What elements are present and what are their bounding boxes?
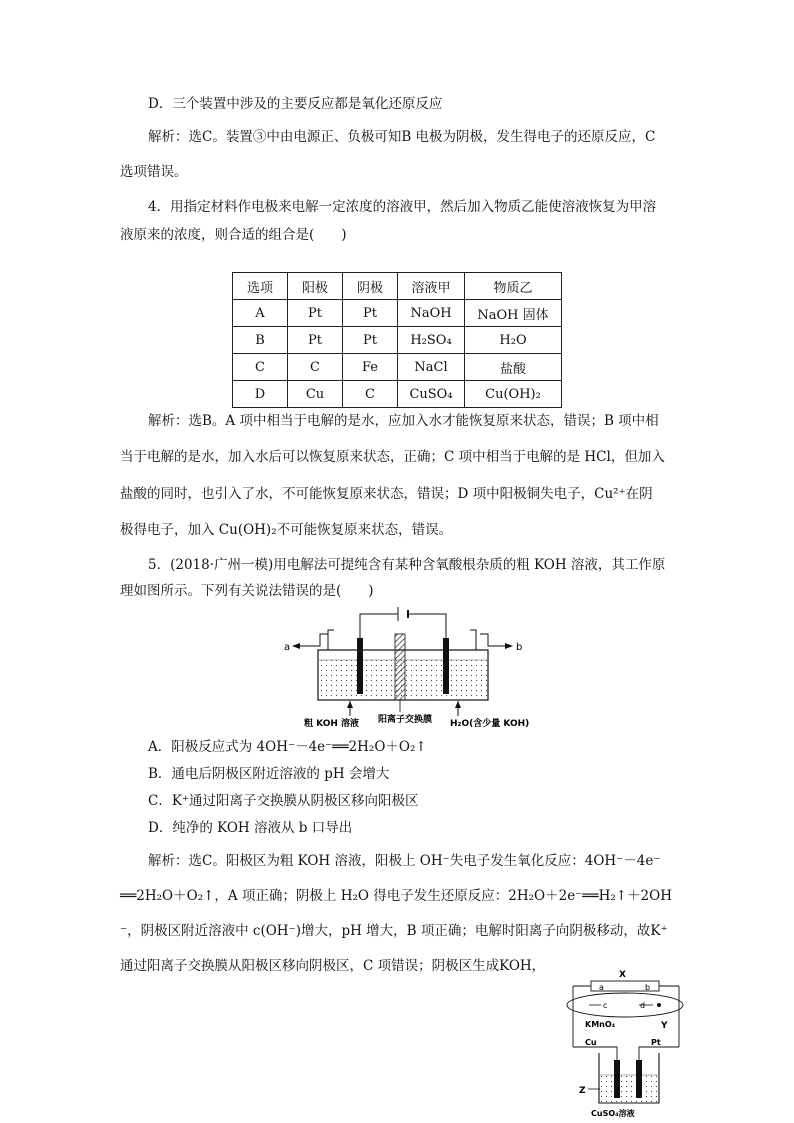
q5-option-d: D．纯净的 KOH 溶液从 b 口导出 bbox=[148, 820, 353, 836]
q5-analysis-line-4: 通过阳离子交换膜从阳极区移向阴极区，C 项错误；阴极区生成KOH， bbox=[120, 958, 546, 974]
table-cell: CuSO₄ bbox=[398, 381, 465, 408]
crude-koh-label: 粗 KOH 溶液 bbox=[304, 719, 360, 729]
cuso4-label: CuSO₄溶液 bbox=[591, 1109, 635, 1118]
table-cell: H₂O bbox=[465, 327, 562, 354]
cu-label: Cu bbox=[585, 1038, 597, 1047]
membrane-label: 阳离子交换膜 bbox=[378, 715, 433, 725]
q5-stem-line-1: 5．(2018·广州一模)用电解法可提纯含有某种含氧酸根杂质的粗 KOH 溶液，其工作原 bbox=[148, 557, 666, 573]
kmno4-label: KMnO₄ bbox=[585, 1020, 616, 1029]
table-row bbox=[233, 300, 562, 327]
q4-options-table bbox=[232, 272, 562, 408]
q5-option-c: C．K⁺通过阳离子交换膜从阴极区移向阳极区 bbox=[148, 793, 419, 809]
x-label: X bbox=[619, 970, 626, 980]
table-cell: A bbox=[233, 300, 288, 327]
b-label: b bbox=[645, 983, 651, 992]
table-row bbox=[233, 327, 562, 354]
table-cell: NaOH 固体 bbox=[465, 300, 562, 327]
table-cell: D bbox=[233, 381, 288, 408]
electrolysis-apparatus-figure-2 bbox=[555, 965, 695, 1121]
table-cell: Pt bbox=[288, 327, 343, 354]
table-cell: C bbox=[343, 381, 398, 408]
q4-analysis-line-1: 解析：选B。A 项中相当于电解的是水，应加入水才能恢复原来状态，错误；B 项中相 bbox=[148, 413, 659, 429]
table-row bbox=[233, 381, 562, 408]
q5-option-b: B．通电后阴极区附近溶液的 pH 会增大 bbox=[148, 766, 390, 782]
q4-stem-line-2: 液原来的浓度，则合适的组合是( ) bbox=[120, 227, 347, 243]
y-label: Y bbox=[661, 1021, 668, 1031]
table-header-cell: 物质乙 bbox=[465, 273, 562, 300]
d-label: d bbox=[640, 1001, 646, 1010]
pt-label: Pt bbox=[651, 1038, 661, 1047]
q5-analysis-line-3: ⁻，阴极区附近溶液中 c(OH⁻)增大，pH 增大，B 项正确；电解时阳离子向阴极移动，故K⁺ bbox=[120, 923, 668, 939]
q3-analysis-line-2: 选项错误。 bbox=[120, 164, 188, 180]
q4-stem-line-1: 4．用指定材料作电极来电解一定浓度的溶液甲，然后加入物质乙能使溶液恢复为甲溶 bbox=[148, 199, 657, 215]
q4-analysis-line-2: 当于电解的是水，加入水后可以恢复原来状态，正确；C 项中相当于电解的是 HCl，但加入 bbox=[120, 449, 665, 465]
q3-analysis-line-1: 解析：选C。装置③中由电源正、负极可知B 电极为阴极，发生得电子的还原反应，C bbox=[148, 129, 656, 145]
table-header-cell: 阳极 bbox=[288, 273, 343, 300]
table-cell: Pt bbox=[343, 300, 398, 327]
table-cell: Cu(OH)₂ bbox=[465, 381, 562, 408]
table-row bbox=[233, 354, 562, 381]
q5-stem-line-2: 理如图所示。下列有关说法错误的是( ) bbox=[120, 583, 374, 599]
table-header-cell: 溶液甲 bbox=[398, 273, 465, 300]
table-cell: B bbox=[233, 327, 288, 354]
water-inlet-label: H₂O(含少量 KOH) bbox=[450, 719, 530, 729]
table-cell: NaOH bbox=[398, 300, 465, 327]
table-header-cell: 选项 bbox=[233, 273, 288, 300]
q5-option-a: A．阳极反应式为 4OH⁻－4e⁻══2H₂O＋O₂↑ bbox=[148, 739, 427, 755]
table-cell: Pt bbox=[343, 327, 398, 354]
table-cell: Pt bbox=[288, 300, 343, 327]
z-label: Z bbox=[579, 1086, 586, 1096]
table-cell: 盐酸 bbox=[465, 354, 562, 381]
table-cell: Cu bbox=[288, 381, 343, 408]
q3-option-d: D．三个装置中涉及的主要反应都是氧化还原反应 bbox=[148, 96, 443, 112]
outlet-b-label: b bbox=[516, 642, 523, 653]
table-cell: C bbox=[233, 354, 288, 381]
q5-analysis-line-2: ══2H₂O＋O₂↑，A 项正确；阴极上 H₂O 得电子发生还原反应：2H₂O＋2e⁻══H₂↑＋2OH bbox=[120, 888, 672, 904]
table-header-row bbox=[233, 273, 562, 300]
electrolysis-cell-figure bbox=[280, 604, 530, 730]
c-label: c bbox=[603, 1001, 608, 1010]
outlet-a-label: a bbox=[284, 642, 291, 653]
q4-analysis-line-4: 极得电子，加入 Cu(OH)₂不可能恢复原来状态，错误。 bbox=[120, 522, 453, 538]
table-cell: NaCl bbox=[398, 354, 465, 381]
table-cell: Fe bbox=[343, 354, 398, 381]
q4-analysis-line-3: 盐酸的同时，也引入了水，不可能恢复原来状态，错误；D 项中阳极铜失电子，Cu²⁺在阴 bbox=[120, 486, 653, 502]
table-cell: C bbox=[288, 354, 343, 381]
table-header-cell: 阴极 bbox=[343, 273, 398, 300]
table-cell: H₂SO₄ bbox=[398, 327, 465, 354]
q5-analysis-line-1: 解析：选C。阳极区为粗 KOH 溶液，阳极上 OH⁻失电子发生氧化反应：4OH⁻－4e⁻ bbox=[148, 853, 661, 869]
a-label: a bbox=[599, 983, 604, 992]
